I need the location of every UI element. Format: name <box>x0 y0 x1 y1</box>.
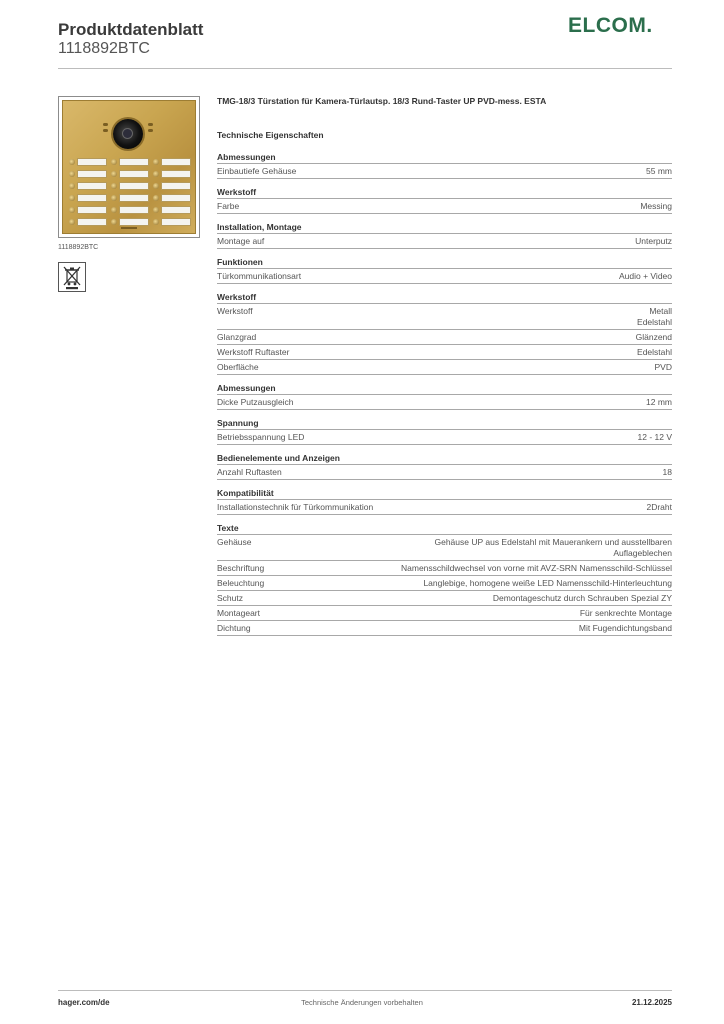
property-label: Dichtung <box>217 623 251 633</box>
property-section <box>217 187 672 214</box>
property-value: Gehäuse UP aus Edelstahl mit Mauerankern und ausstellbaren Auflageblechen <box>434 537 672 558</box>
round-button-icon <box>111 195 117 201</box>
call-button-grid <box>69 157 191 226</box>
property-value: Demontageschutz durch Schrauben Spezial ZY <box>492 593 672 603</box>
ir-led-icon <box>148 123 153 126</box>
call-button-with-nameplate <box>153 193 191 202</box>
property-value: Mit Fugendichtungsband <box>578 623 672 633</box>
property-row <box>217 591 672 606</box>
section-title: Abmessungen <box>217 383 672 395</box>
call-button-with-nameplate <box>69 205 107 214</box>
round-button-icon <box>69 195 75 201</box>
property-value: Edelstahl <box>637 347 672 357</box>
footer-date: 21.12.2025 <box>631 998 672 1007</box>
round-button-icon <box>111 159 117 165</box>
nameplate <box>119 218 149 226</box>
call-button-with-nameplate <box>111 217 149 226</box>
property-row <box>217 621 672 636</box>
nameplate <box>119 206 149 214</box>
property-row <box>217 360 672 375</box>
property-row <box>217 430 672 445</box>
round-button-icon <box>111 207 117 213</box>
property-section <box>217 152 672 179</box>
round-button-icon <box>153 159 159 165</box>
ir-led-icon <box>103 129 108 132</box>
camera-lens-icon <box>113 119 143 149</box>
property-row <box>217 199 672 214</box>
nameplate <box>77 194 107 202</box>
section-title: Werkstoff <box>217 292 672 304</box>
property-section <box>217 292 672 375</box>
product-image <box>58 96 200 238</box>
technical-properties-heading: Technische Eigenschaften <box>217 130 324 140</box>
section-title: Abmessungen <box>217 152 672 164</box>
property-section <box>217 222 672 249</box>
nameplate <box>77 206 107 214</box>
nameplate <box>161 158 191 166</box>
call-button-with-nameplate <box>69 217 107 226</box>
property-label: Schutz <box>217 593 243 603</box>
round-button-icon <box>111 219 117 225</box>
property-row <box>217 535 672 561</box>
property-value: Namensschildwechsel von vorne mit AVZ-SRN Namensschild-Schlüssel <box>401 563 672 573</box>
nameplate <box>161 170 191 178</box>
section-title: Funktionen <box>217 257 672 269</box>
property-label: Montageart <box>217 608 260 618</box>
round-button-icon <box>69 171 75 177</box>
property-row <box>217 395 672 410</box>
nameplate <box>119 170 149 178</box>
product-details <box>217 96 672 636</box>
section-title: Bedienelemente und Anzeigen <box>217 453 672 465</box>
crossed-out-wheeled-bin-icon <box>58 262 86 292</box>
header-divider <box>58 68 672 69</box>
property-label: Türkommunikationsart <box>217 271 302 281</box>
property-row <box>217 561 672 576</box>
nameplate <box>161 218 191 226</box>
property-row <box>217 465 672 480</box>
nameplate <box>119 194 149 202</box>
property-section <box>217 523 672 636</box>
round-button-icon <box>111 171 117 177</box>
property-value: Messing <box>640 201 672 211</box>
technical-properties-list <box>217 152 672 636</box>
property-label: Werkstoff <box>217 306 253 316</box>
call-button-with-nameplate <box>111 181 149 190</box>
round-button-icon <box>153 207 159 213</box>
section-title: Texte <box>217 523 672 535</box>
nameplate <box>77 218 107 226</box>
image-caption: 1118892BTC <box>58 244 99 251</box>
footer-website: hager.com/de <box>58 998 110 1007</box>
property-label: Farbe <box>217 201 240 211</box>
property-value: 55 mm <box>646 166 672 176</box>
section-title: Kompatibilität <box>217 488 672 500</box>
call-button-with-nameplate <box>111 157 149 166</box>
round-button-icon <box>111 183 117 189</box>
property-row <box>217 164 672 179</box>
property-value: 12 mm <box>646 397 672 407</box>
nameplate <box>77 158 107 166</box>
call-button-with-nameplate <box>153 205 191 214</box>
ir-led-icon <box>148 129 153 132</box>
call-button-with-nameplate <box>69 157 107 166</box>
property-value: 18 <box>662 467 672 477</box>
round-button-icon <box>153 183 159 189</box>
product-title: TMG-18/3 Türstation für Kamera-Türlautsp. 18/3 Rund-Taster UP PVD-mess. ESTA <box>217 96 547 106</box>
call-button-with-nameplate <box>153 157 191 166</box>
property-label: Werkstoff Ruftaster <box>217 347 290 357</box>
call-button-with-nameplate <box>153 217 191 226</box>
property-section <box>217 257 672 284</box>
ir-led-icon <box>103 123 108 126</box>
call-button-with-nameplate <box>111 205 149 214</box>
call-button-with-nameplate <box>153 181 191 190</box>
property-label: Gehäuse <box>217 537 252 547</box>
property-value: PVD <box>654 362 672 372</box>
call-button-with-nameplate <box>153 169 191 178</box>
property-label: Glanzgrad <box>217 332 257 342</box>
property-row <box>217 576 672 591</box>
nameplate <box>119 182 149 190</box>
property-label: Beschriftung <box>217 563 265 573</box>
property-section <box>217 418 672 445</box>
property-section <box>217 383 672 410</box>
call-button-with-nameplate <box>111 169 149 178</box>
brand-logo: ELCOM. <box>568 14 653 37</box>
property-row <box>217 234 672 249</box>
section-title: Werkstoff <box>217 187 672 199</box>
article-number: 1118892BTC <box>58 40 150 57</box>
property-row <box>217 345 672 360</box>
page-title: Produktdatenblatt <box>58 20 204 39</box>
door-station-panel <box>62 100 196 234</box>
call-button-with-nameplate <box>111 193 149 202</box>
property-label: Dicke Putzausgleich <box>217 397 294 407</box>
property-label: Installationstechnik für Türkommunikation <box>217 502 374 512</box>
nameplate <box>161 194 191 202</box>
property-label: Betriebsspannung LED <box>217 432 305 442</box>
property-section <box>217 488 672 515</box>
property-row <box>217 269 672 284</box>
property-row <box>217 606 672 621</box>
property-value: Unterputz <box>635 236 672 246</box>
round-button-icon <box>153 171 159 177</box>
nameplate <box>77 182 107 190</box>
section-title: Installation, Montage <box>217 222 672 234</box>
panel-logo-mark <box>121 227 137 229</box>
round-button-icon <box>69 219 75 225</box>
call-button-with-nameplate <box>69 169 107 178</box>
nameplate <box>119 158 149 166</box>
property-section <box>217 453 672 480</box>
property-label: Oberfläche <box>217 362 259 372</box>
property-value: Langlebige, homogene weiße LED Namensschild-Hinterleuchtung <box>423 578 672 588</box>
property-label: Anzahl Ruftasten <box>217 467 282 477</box>
property-value: Glänzend <box>635 332 672 342</box>
property-label: Einbautiefe Gehäuse <box>217 166 297 176</box>
round-button-icon <box>69 207 75 213</box>
property-value: 12 - 12 V <box>637 432 672 442</box>
footer-notice: Technische Änderungen vorbehalten <box>301 998 423 1007</box>
property-value: Für senkrechte Montage <box>579 608 672 618</box>
call-button-with-nameplate <box>69 181 107 190</box>
nameplate <box>161 182 191 190</box>
property-row <box>217 304 672 330</box>
round-button-icon <box>153 195 159 201</box>
round-button-icon <box>69 159 75 165</box>
round-button-icon <box>69 183 75 189</box>
property-row <box>217 330 672 345</box>
footer-divider <box>58 990 672 991</box>
property-value: Metall Edelstahl <box>637 306 672 327</box>
nameplate <box>77 170 107 178</box>
property-value: Audio + Video <box>618 271 672 281</box>
property-value: 2Draht <box>646 502 672 512</box>
round-button-icon <box>153 219 159 225</box>
property-row <box>217 500 672 515</box>
section-title: Spannung <box>217 418 672 430</box>
nameplate <box>161 206 191 214</box>
property-label: Beleuchtung <box>217 578 265 588</box>
property-label: Montage auf <box>217 236 265 246</box>
call-button-with-nameplate <box>69 193 107 202</box>
